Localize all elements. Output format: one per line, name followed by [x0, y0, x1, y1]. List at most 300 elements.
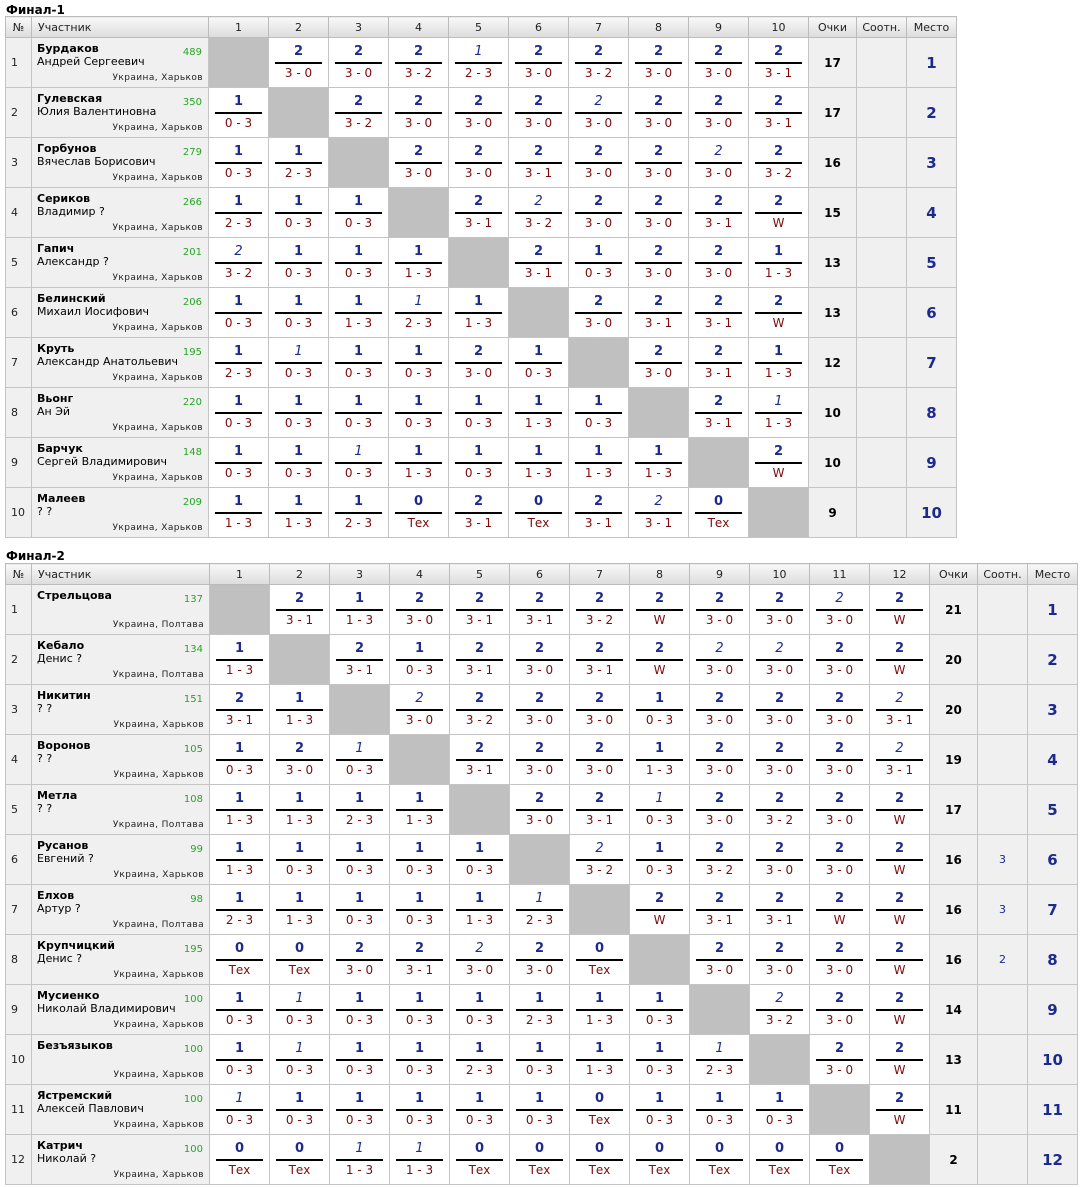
game-cell[interactable] — [629, 288, 689, 338]
game-cell[interactable] — [810, 635, 870, 685]
game-cell[interactable] — [689, 388, 749, 438]
player-surname[interactable]: Никитин — [37, 689, 91, 702]
game-divider — [756, 859, 803, 861]
ratio-value: 2 — [978, 935, 1028, 985]
game-cell[interactable] — [569, 88, 629, 138]
game-cell[interactable] — [570, 685, 630, 735]
game-cell[interactable] — [390, 985, 450, 1035]
game-cell[interactable] — [270, 985, 330, 1035]
game-divider — [575, 62, 622, 64]
game-cell[interactable] — [210, 1085, 270, 1135]
game-cell[interactable] — [330, 985, 390, 1035]
game-cell[interactable] — [390, 685, 450, 735]
game-points: 0 — [413, 494, 424, 509]
game-divider — [456, 659, 503, 661]
player-surname[interactable]: Стрельцова — [37, 589, 112, 602]
player-surname[interactable]: Безъязыков — [37, 1039, 113, 1052]
game-cell[interactable] — [630, 885, 690, 935]
game-cell[interactable] — [870, 585, 930, 635]
player-surname[interactable]: Гулевская — [37, 92, 103, 105]
game-cell[interactable] — [570, 935, 630, 985]
game-cell[interactable] — [690, 685, 750, 735]
game-divider — [456, 709, 503, 711]
game-points: 2 — [894, 1041, 905, 1056]
game-points: 1 — [353, 294, 364, 309]
game-cell[interactable] — [270, 885, 330, 935]
game-cell[interactable] — [329, 288, 389, 338]
game-cell[interactable] — [749, 188, 809, 238]
game-cell[interactable] — [210, 1035, 270, 1085]
place-value: 4 — [1028, 735, 1078, 785]
game-points: 2 — [894, 841, 905, 856]
game-cell[interactable] — [390, 1085, 450, 1135]
player-surname[interactable]: Метла — [37, 789, 78, 802]
game-cell[interactable] — [269, 238, 329, 288]
player-surname[interactable]: Бурдаков — [37, 42, 99, 55]
game-cell[interactable] — [449, 88, 509, 138]
game-cell[interactable] — [270, 1035, 330, 1085]
game-cell[interactable] — [629, 38, 689, 88]
player-surname[interactable]: Барчук — [37, 442, 83, 455]
game-cell[interactable] — [209, 338, 269, 388]
game-points: 1 — [653, 444, 664, 459]
game-points: 2 — [414, 591, 425, 606]
game-cell[interactable] — [570, 735, 630, 785]
game-cell[interactable] — [690, 1035, 750, 1085]
game-cell[interactable] — [210, 735, 270, 785]
game-cell[interactable] — [209, 438, 269, 488]
game-cell[interactable] — [630, 585, 690, 635]
game-cell[interactable] — [450, 635, 510, 685]
game-cell[interactable] — [330, 1085, 390, 1135]
player-surname[interactable]: Русанов — [37, 839, 89, 852]
game-cell[interactable] — [810, 735, 870, 785]
game-cell[interactable] — [330, 1135, 390, 1185]
game-cell[interactable] — [689, 88, 749, 138]
game-cell[interactable] — [450, 885, 510, 935]
game-divider — [756, 659, 803, 661]
game-cell[interactable] — [449, 188, 509, 238]
game-score: 0 - 3 — [405, 1063, 434, 1077]
player-city: Украина, Харьков — [112, 223, 203, 233]
game-cell[interactable] — [330, 1035, 390, 1085]
game-cell[interactable] — [450, 685, 510, 735]
game-cell[interactable] — [389, 238, 449, 288]
game-cell[interactable] — [210, 685, 270, 735]
game-cell[interactable] — [689, 38, 749, 88]
game-points: 1 — [233, 344, 244, 359]
game-cell[interactable] — [690, 635, 750, 685]
game-cell[interactable] — [750, 585, 810, 635]
game-score: 3 - 2 — [764, 166, 793, 180]
game-cell[interactable] — [810, 585, 870, 635]
game-cell[interactable] — [210, 885, 270, 935]
game-cell[interactable] — [749, 238, 809, 288]
game-cell[interactable] — [389, 38, 449, 88]
ratio-value — [857, 288, 907, 338]
game-cell[interactable] — [210, 935, 270, 985]
table-row — [6, 1135, 1078, 1185]
player-surname[interactable]: Елхов — [37, 889, 75, 902]
game-cell[interactable] — [389, 438, 449, 488]
game-cell[interactable] — [750, 1135, 810, 1185]
game-cell[interactable] — [269, 438, 329, 488]
game-cell[interactable] — [449, 288, 509, 338]
player-surname[interactable]: Белинский — [37, 292, 106, 305]
game-divider — [576, 709, 623, 711]
game-cell[interactable] — [810, 685, 870, 735]
game-cell[interactable] — [509, 388, 569, 438]
game-cell[interactable] — [389, 88, 449, 138]
game-cell[interactable] — [690, 835, 750, 885]
game-cell[interactable] — [630, 635, 690, 685]
game-points: 1 — [414, 294, 423, 309]
game-cell[interactable] — [690, 885, 750, 935]
game-cell[interactable] — [749, 388, 809, 438]
player-city: Украина, Полтава — [112, 920, 204, 930]
game-cell[interactable] — [570, 985, 630, 1035]
player-surname[interactable]: Крупчицкий — [37, 939, 115, 952]
game-points: 1 — [773, 244, 784, 259]
game-cell[interactable] — [330, 935, 390, 985]
game-cell[interactable] — [509, 438, 569, 488]
game-cell[interactable] — [269, 138, 329, 188]
game-cell[interactable] — [330, 885, 390, 935]
game-cell[interactable] — [449, 388, 509, 438]
game-cell[interactable] — [449, 38, 509, 88]
player-surname[interactable]: Малеев — [37, 492, 86, 505]
game-cell[interactable] — [570, 635, 630, 685]
game-cell[interactable] — [390, 785, 450, 835]
game-score: 0 - 3 — [405, 913, 434, 927]
game-cell[interactable] — [269, 188, 329, 238]
game-cell[interactable] — [209, 488, 269, 538]
game-cell[interactable] — [209, 88, 269, 138]
game-cell[interactable] — [329, 188, 389, 238]
game-cell[interactable] — [209, 188, 269, 238]
game-cell[interactable] — [810, 1035, 870, 1085]
game-cell[interactable] — [689, 238, 749, 288]
game-cell[interactable] — [630, 1035, 690, 1085]
game-cell[interactable] — [210, 1135, 270, 1185]
game-cell[interactable] — [329, 38, 389, 88]
game-score: W — [653, 663, 666, 677]
game-cell[interactable] — [390, 585, 450, 635]
game-cell[interactable] — [509, 188, 569, 238]
game-cell[interactable] — [510, 585, 570, 635]
game-cell[interactable] — [750, 935, 810, 985]
game-points: 1 — [413, 244, 424, 259]
game-cell[interactable] — [870, 1035, 930, 1085]
game-cell[interactable] — [810, 935, 870, 985]
player-surname[interactable]: Сериков — [37, 192, 91, 205]
game-cell[interactable] — [330, 735, 390, 785]
game-cell[interactable] — [630, 735, 690, 785]
game-cell[interactable] — [329, 338, 389, 388]
game-cell[interactable] — [570, 1035, 630, 1085]
game-cell[interactable] — [270, 1135, 330, 1185]
game-cell[interactable] — [509, 88, 569, 138]
game-cell[interactable] — [749, 88, 809, 138]
game-cell[interactable] — [689, 288, 749, 338]
player-surname[interactable]: Кебало — [37, 639, 85, 652]
game-cell[interactable] — [450, 985, 510, 1035]
game-cell[interactable] — [510, 635, 570, 685]
game-cell[interactable] — [569, 188, 629, 238]
game-cell[interactable] — [270, 835, 330, 885]
game-cell[interactable] — [749, 438, 809, 488]
game-cell[interactable] — [569, 388, 629, 438]
game-cell[interactable] — [810, 835, 870, 885]
game-cell[interactable] — [389, 338, 449, 388]
game-points: 2 — [653, 344, 664, 359]
game-cell[interactable] — [870, 885, 930, 935]
game-cell[interactable] — [269, 338, 329, 388]
game-cell[interactable] — [690, 585, 750, 635]
game-cell[interactable] — [570, 1085, 630, 1135]
game-cell[interactable] — [690, 935, 750, 985]
game-score: 0 - 3 — [344, 466, 373, 480]
game-cell[interactable] — [630, 785, 690, 835]
game-score: 0 - 3 — [464, 466, 493, 480]
game-cell[interactable] — [510, 685, 570, 735]
game-cell[interactable] — [510, 985, 570, 1035]
game-cell[interactable] — [570, 585, 630, 635]
game-cell[interactable] — [750, 635, 810, 685]
game-points: 2 — [834, 641, 845, 656]
game-cell[interactable] — [330, 835, 390, 885]
game-cell[interactable] — [449, 338, 509, 388]
game-points: 2 — [894, 791, 905, 806]
player-surname[interactable]: Гапич — [37, 242, 75, 255]
game-cell[interactable] — [750, 735, 810, 785]
game-cell[interactable] — [690, 1085, 750, 1135]
game-divider — [635, 62, 682, 64]
game-cell[interactable] — [629, 238, 689, 288]
game-score: W — [893, 1113, 906, 1127]
game-cell[interactable] — [509, 238, 569, 288]
player-surname[interactable]: Вьонг — [37, 392, 74, 405]
game-score: 3 - 2 — [224, 266, 253, 280]
game-cell[interactable] — [450, 585, 510, 635]
game-score: 3 - 0 — [584, 166, 613, 180]
row-number: 6 — [6, 288, 32, 338]
player-surname[interactable]: Круть — [37, 342, 75, 355]
game-cell[interactable] — [629, 188, 689, 238]
game-cell[interactable] — [690, 735, 750, 785]
player-city: Украина, Харьков — [112, 373, 203, 383]
game-cell[interactable] — [389, 488, 449, 538]
player-surname[interactable]: Катрич — [37, 1139, 83, 1152]
game-cell[interactable] — [630, 685, 690, 735]
game-cell[interactable] — [329, 488, 389, 538]
game-cell[interactable] — [569, 38, 629, 88]
game-cell[interactable] — [390, 885, 450, 935]
game-cell[interactable] — [510, 785, 570, 835]
game-cell[interactable] — [510, 885, 570, 935]
game-cell[interactable] — [569, 238, 629, 288]
game-cell[interactable] — [690, 1135, 750, 1185]
game-cell[interactable] — [569, 138, 629, 188]
ratio-value — [978, 735, 1028, 785]
game-cell[interactable] — [270, 785, 330, 835]
game-cell[interactable] — [330, 785, 390, 835]
game-cell[interactable] — [210, 985, 270, 1035]
game-cell[interactable] — [509, 488, 569, 538]
game-cell[interactable] — [389, 138, 449, 188]
game-cell[interactable] — [269, 288, 329, 338]
game-cell[interactable] — [210, 635, 270, 685]
game-cell[interactable] — [269, 38, 329, 88]
game-cell[interactable] — [870, 985, 930, 1035]
game-score: 3 - 2 — [524, 216, 553, 230]
game-cell[interactable] — [569, 438, 629, 488]
game-cell[interactable] — [569, 488, 629, 538]
game-cell[interactable] — [509, 38, 569, 88]
game-cell[interactable] — [209, 238, 269, 288]
game-cell[interactable] — [629, 338, 689, 388]
game-cell[interactable] — [450, 835, 510, 885]
game-cell[interactable] — [449, 438, 509, 488]
game-cell[interactable] — [390, 1035, 450, 1085]
game-cell[interactable] — [270, 685, 330, 735]
game-cell[interactable] — [270, 585, 330, 635]
game-cell[interactable] — [450, 735, 510, 785]
player-surname[interactable]: Воронов — [37, 739, 91, 752]
game-cell[interactable] — [209, 288, 269, 338]
game-points: 2 — [834, 841, 845, 856]
player-surname[interactable]: Горбунов — [37, 142, 97, 155]
game-cell[interactable] — [690, 785, 750, 835]
game-cell[interactable] — [269, 488, 329, 538]
game-cell[interactable] — [389, 288, 449, 338]
game-points: 1 — [414, 991, 425, 1006]
game-cell[interactable] — [269, 388, 329, 438]
game-cell[interactable] — [870, 735, 930, 785]
game-cell[interactable] — [750, 885, 810, 935]
game-cell[interactable] — [629, 488, 689, 538]
game-cell[interactable] — [329, 438, 389, 488]
game-cell[interactable] — [510, 1085, 570, 1135]
game-cell[interactable] — [750, 985, 810, 1035]
game-divider — [456, 859, 503, 861]
game-cell[interactable] — [329, 88, 389, 138]
game-cell[interactable] — [329, 388, 389, 438]
game-cell[interactable] — [210, 835, 270, 885]
game-cell[interactable] — [689, 138, 749, 188]
game-cell[interactable] — [450, 1085, 510, 1135]
game-cell[interactable] — [450, 1135, 510, 1185]
game-cell[interactable] — [629, 438, 689, 488]
game-cell[interactable] — [630, 985, 690, 1035]
game-divider — [816, 1159, 863, 1161]
game-cell[interactable] — [569, 288, 629, 338]
game-score: 3 - 0 — [704, 266, 733, 280]
game-points: 2 — [834, 741, 845, 756]
game-cell[interactable] — [870, 1085, 930, 1135]
game-cell[interactable] — [750, 835, 810, 885]
game-cell[interactable] — [329, 238, 389, 288]
game-cell[interactable] — [270, 1085, 330, 1135]
game-cell[interactable] — [630, 1085, 690, 1135]
game-cell[interactable] — [870, 635, 930, 685]
game-cell[interactable] — [810, 985, 870, 1035]
game-cell[interactable] — [209, 388, 269, 438]
game-cell[interactable] — [270, 735, 330, 785]
game-cell[interactable] — [330, 585, 390, 635]
game-cell[interactable] — [689, 338, 749, 388]
game-cell[interactable] — [510, 935, 570, 985]
game-cell[interactable] — [810, 1135, 870, 1185]
game-points: 0 — [834, 1141, 845, 1156]
game-cell[interactable] — [510, 1035, 570, 1085]
game-points: 1 — [715, 1041, 724, 1056]
game-cell[interactable] — [870, 935, 930, 985]
game-cell[interactable] — [749, 38, 809, 88]
game-divider — [275, 462, 322, 464]
game-cell[interactable] — [390, 935, 450, 985]
game-cell[interactable] — [450, 1035, 510, 1085]
game-cell[interactable] — [870, 685, 930, 735]
game-cell[interactable] — [750, 1085, 810, 1135]
game-cell[interactable] — [629, 138, 689, 188]
game-points: 2 — [593, 144, 604, 159]
game-cell[interactable] — [750, 785, 810, 835]
game-cell[interactable] — [689, 488, 749, 538]
game-cell[interactable] — [630, 835, 690, 885]
game-cell[interactable] — [389, 388, 449, 438]
game-cell[interactable] — [510, 1135, 570, 1185]
game-cell[interactable] — [749, 338, 809, 388]
player-city: Украина, Харьков — [112, 523, 203, 533]
game-cell[interactable] — [390, 635, 450, 685]
game-points: 2 — [714, 891, 725, 906]
player-surname[interactable]: Ястремский — [37, 1089, 113, 1102]
game-score: 2 - 3 — [705, 1063, 734, 1077]
game-cell[interactable] — [449, 138, 509, 188]
game-cell[interactable] — [750, 685, 810, 735]
game-cell[interactable] — [749, 288, 809, 338]
game-cell[interactable] — [209, 138, 269, 188]
game-cell[interactable] — [570, 835, 630, 885]
game-cell[interactable] — [810, 785, 870, 835]
game-cell[interactable] — [870, 835, 930, 885]
game-cell[interactable] — [330, 635, 390, 685]
game-cell[interactable] — [509, 338, 569, 388]
game-cell[interactable] — [210, 785, 270, 835]
game-points: 1 — [355, 741, 364, 756]
game-cell[interactable] — [390, 835, 450, 885]
game-cell[interactable] — [630, 1135, 690, 1185]
game-cell[interactable] — [510, 735, 570, 785]
game-score: 3 - 0 — [825, 963, 854, 977]
game-points: 0 — [534, 1141, 545, 1156]
game-cell[interactable] — [570, 785, 630, 835]
game-cell[interactable] — [509, 138, 569, 188]
game-cell[interactable] — [689, 188, 749, 238]
game-cell[interactable] — [449, 488, 509, 538]
game-cell[interactable] — [570, 1135, 630, 1185]
game-cell[interactable] — [450, 935, 510, 985]
game-cell[interactable] — [810, 885, 870, 935]
game-cell[interactable] — [749, 138, 809, 188]
game-cell[interactable] — [629, 88, 689, 138]
game-divider — [635, 362, 682, 364]
player-surname[interactable]: Мусиенко — [37, 989, 100, 1002]
game-cell[interactable] — [270, 935, 330, 985]
game-cell[interactable] — [870, 785, 930, 835]
game-cell[interactable] — [390, 1135, 450, 1185]
